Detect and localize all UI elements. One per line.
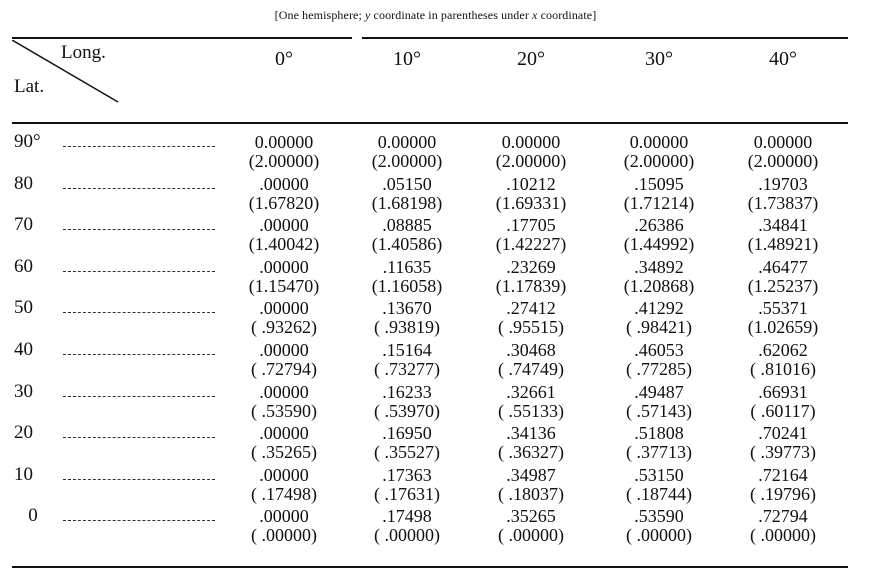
dot-leader: [63, 479, 215, 480]
y-coordinate-cell: ( .39773): [750, 442, 816, 463]
top-rule-right: [362, 37, 848, 39]
latitude-label: 10: [14, 463, 33, 485]
x-coordinate-cell: .08885: [382, 215, 432, 236]
y-coordinate-cell: (2.00000): [248, 151, 320, 171]
caption-x-variable: x: [532, 8, 538, 22]
dot-leader: [63, 437, 215, 438]
y-coordinate-cell: ( .00000): [374, 525, 440, 546]
x-coordinate-cell: .16233: [382, 381, 432, 402]
x-coordinate-cell: .49487: [634, 381, 684, 402]
y-coordinate-cell: (1.02659): [747, 317, 819, 338]
x-coordinate-cell: 0.00000: [629, 132, 689, 152]
y-coordinate-cell: ( .81016): [750, 359, 816, 379]
x-coordinate-cell: .27412: [506, 298, 556, 319]
latitude-header: Lat.: [14, 76, 45, 97]
y-coordinate-cell: ( .53590): [251, 400, 317, 421]
y-coordinate-cell: ( .95515): [498, 317, 564, 338]
latitude-label: 70: [14, 214, 33, 236]
y-coordinate-cell: ( .19796): [750, 483, 816, 504]
x-coordinate-cell: .53590: [634, 506, 684, 527]
y-coordinate-cell: ( .35265): [251, 442, 317, 463]
x-coordinate-cell: .19703: [758, 173, 808, 194]
y-coordinate-cell: (1.25237): [747, 275, 819, 296]
dot-leader: [63, 229, 215, 230]
y-coordinate-cell: ( .74749): [498, 359, 564, 379]
y-coordinate-cell: ( .00000): [750, 525, 816, 546]
y-coordinate-cell: ( .17631): [374, 483, 440, 504]
column-header-0: 0°: [275, 48, 293, 70]
dot-leader: [63, 520, 215, 521]
y-coordinate-cell: ( .36327): [498, 442, 564, 463]
top-rule-left: [12, 37, 352, 39]
x-coordinate-cell: .70241: [758, 423, 808, 444]
y-coordinate-cell: ( .37713): [626, 442, 692, 463]
x-coordinate-cell: 0.00000: [254, 132, 314, 152]
y-coordinate-cell: (1.71214): [623, 192, 695, 213]
latitude-label: 50: [14, 297, 33, 319]
x-coordinate-cell: .34841: [758, 215, 808, 236]
y-coordinate-cell: ( .18037): [498, 483, 564, 504]
bottom-rule: [12, 566, 848, 568]
table-caption: [0, 8, 871, 23]
x-coordinate-cell: 0.00000: [753, 132, 813, 152]
latitude-label: 90°: [14, 131, 41, 152]
dot-leader: [63, 354, 215, 355]
y-coordinate-cell: ( .17498): [251, 483, 317, 504]
x-coordinate-cell: .55371: [758, 298, 808, 319]
y-coordinate-cell: (1.17839): [495, 275, 567, 296]
x-coordinate-cell: .15095: [634, 173, 684, 194]
x-coordinate-cell: .10212: [506, 173, 556, 194]
x-coordinate-cell: .16950: [382, 423, 432, 444]
x-coordinate-cell: .46053: [634, 340, 684, 360]
x-coordinate-cell: .34987: [506, 464, 556, 485]
y-coordinate-cell: ( .98421): [626, 317, 692, 338]
dot-leader: [63, 188, 215, 189]
latitude-label: 60: [14, 255, 33, 277]
x-coordinate-cell: 0.00000: [501, 132, 561, 152]
caption-y-variable: y: [365, 8, 371, 22]
latitude-label: 0: [28, 505, 38, 527]
x-coordinate-cell: .17705: [506, 215, 556, 236]
latitude-label: 80: [14, 172, 33, 194]
x-coordinate-cell: .17498: [382, 506, 432, 527]
x-coordinate-cell: .00000: [259, 423, 309, 444]
x-coordinate-cell: .11635: [382, 256, 432, 277]
latitude-label: 40: [14, 339, 33, 360]
x-coordinate-cell: .41292: [634, 298, 684, 319]
x-coordinate-cell: .32661: [506, 381, 556, 402]
x-coordinate-cell: .66931: [758, 381, 808, 402]
x-coordinate-cell: .05150: [382, 173, 432, 194]
x-coordinate-cell: .51808: [634, 423, 684, 444]
dot-leader: [63, 312, 215, 313]
column-header-10: 10°: [393, 48, 421, 70]
x-coordinate-cell: .13670: [382, 298, 432, 319]
y-coordinate-cell: ( .60117): [750, 400, 816, 421]
y-coordinate-cell: ( .93262): [251, 317, 317, 338]
x-coordinate-cell: .30468: [506, 340, 556, 360]
x-coordinate-cell: .34136: [506, 423, 556, 444]
x-coordinate-cell: .00000: [259, 381, 309, 402]
y-coordinate-cell: ( .57143): [626, 400, 692, 421]
x-coordinate-cell: .17363: [382, 464, 432, 485]
x-coordinate-cell: .00000: [259, 298, 309, 319]
y-coordinate-cell: (1.15470): [248, 275, 320, 296]
y-coordinate-cell: ( .73277): [374, 359, 440, 379]
column-header-30: 30°: [645, 48, 673, 70]
y-coordinate-cell: ( .93819): [374, 317, 440, 338]
column-header-20: 20°: [517, 48, 545, 70]
header-rule: [12, 122, 848, 124]
y-coordinate-cell: (1.40042): [248, 234, 320, 255]
latitude-label: 30: [14, 380, 33, 402]
caption-text-1: [One hemisphere;: [274, 8, 366, 22]
x-coordinate-cell: 0.00000: [377, 132, 437, 152]
x-coordinate-cell: .15164: [382, 340, 432, 360]
y-coordinate-cell: ( .35527): [374, 442, 440, 463]
y-coordinate-cell: ( .00000): [498, 525, 564, 546]
y-coordinate-cell: (2.00000): [747, 151, 819, 171]
x-coordinate-cell: .72794: [758, 506, 808, 527]
latitude-label: 20: [14, 422, 33, 444]
x-coordinate-cell: .00000: [259, 506, 309, 527]
y-coordinate-cell: (1.48921): [747, 234, 819, 255]
x-coordinate-cell: .00000: [259, 340, 309, 360]
y-coordinate-cell: (2.00000): [495, 151, 567, 171]
x-coordinate-cell: .00000: [259, 173, 309, 194]
y-coordinate-cell: (1.73837): [747, 192, 819, 213]
y-coordinate-cell: (2.00000): [371, 151, 443, 171]
y-coordinate-cell: (1.44992): [623, 234, 695, 255]
caption-text-2: coordinate in parentheses under: [370, 8, 533, 22]
longitude-header: Long.: [61, 42, 106, 63]
x-coordinate-cell: .35265: [506, 506, 556, 527]
x-coordinate-cell: .62062: [758, 340, 808, 360]
column-header-40: 40°: [769, 48, 797, 70]
y-coordinate-cell: (1.16058): [371, 275, 443, 296]
caption-text-3: coordinate]: [537, 8, 597, 22]
dot-leader: [63, 271, 215, 272]
y-coordinate-cell: ( .53970): [374, 400, 440, 421]
y-coordinate-cell: (2.00000): [623, 151, 695, 171]
x-coordinate-cell: .53150: [634, 464, 684, 485]
x-coordinate-cell: .00000: [259, 256, 309, 277]
x-coordinate-cell: .46477: [758, 256, 808, 277]
y-coordinate-cell: (1.68198): [371, 192, 443, 213]
y-coordinate-cell: ( .55133): [498, 400, 564, 421]
y-coordinate-cell: (1.67820): [248, 192, 320, 213]
x-coordinate-cell: .00000: [259, 464, 309, 485]
y-coordinate-cell: (1.20868): [623, 275, 695, 296]
y-coordinate-cell: ( .72794): [251, 359, 317, 379]
y-coordinate-cell: (1.40586): [371, 234, 443, 255]
y-coordinate-cell: ( .77285): [626, 359, 692, 379]
x-coordinate-cell: .00000: [259, 215, 309, 236]
y-coordinate-cell: (1.69331): [495, 192, 567, 213]
y-coordinate-cell: ( .18744): [626, 483, 692, 504]
y-coordinate-cell: ( .00000): [251, 525, 317, 546]
y-coordinate-cell: ( .00000): [626, 525, 692, 546]
dot-leader: [63, 146, 215, 147]
x-coordinate-cell: .23269: [506, 256, 556, 277]
x-coordinate-cell: .26386: [634, 215, 684, 236]
y-coordinate-cell: (1.42227): [495, 234, 567, 255]
x-coordinate-cell: .34892: [634, 256, 684, 277]
x-coordinate-cell: .72164: [758, 464, 808, 485]
dot-leader: [63, 396, 215, 397]
